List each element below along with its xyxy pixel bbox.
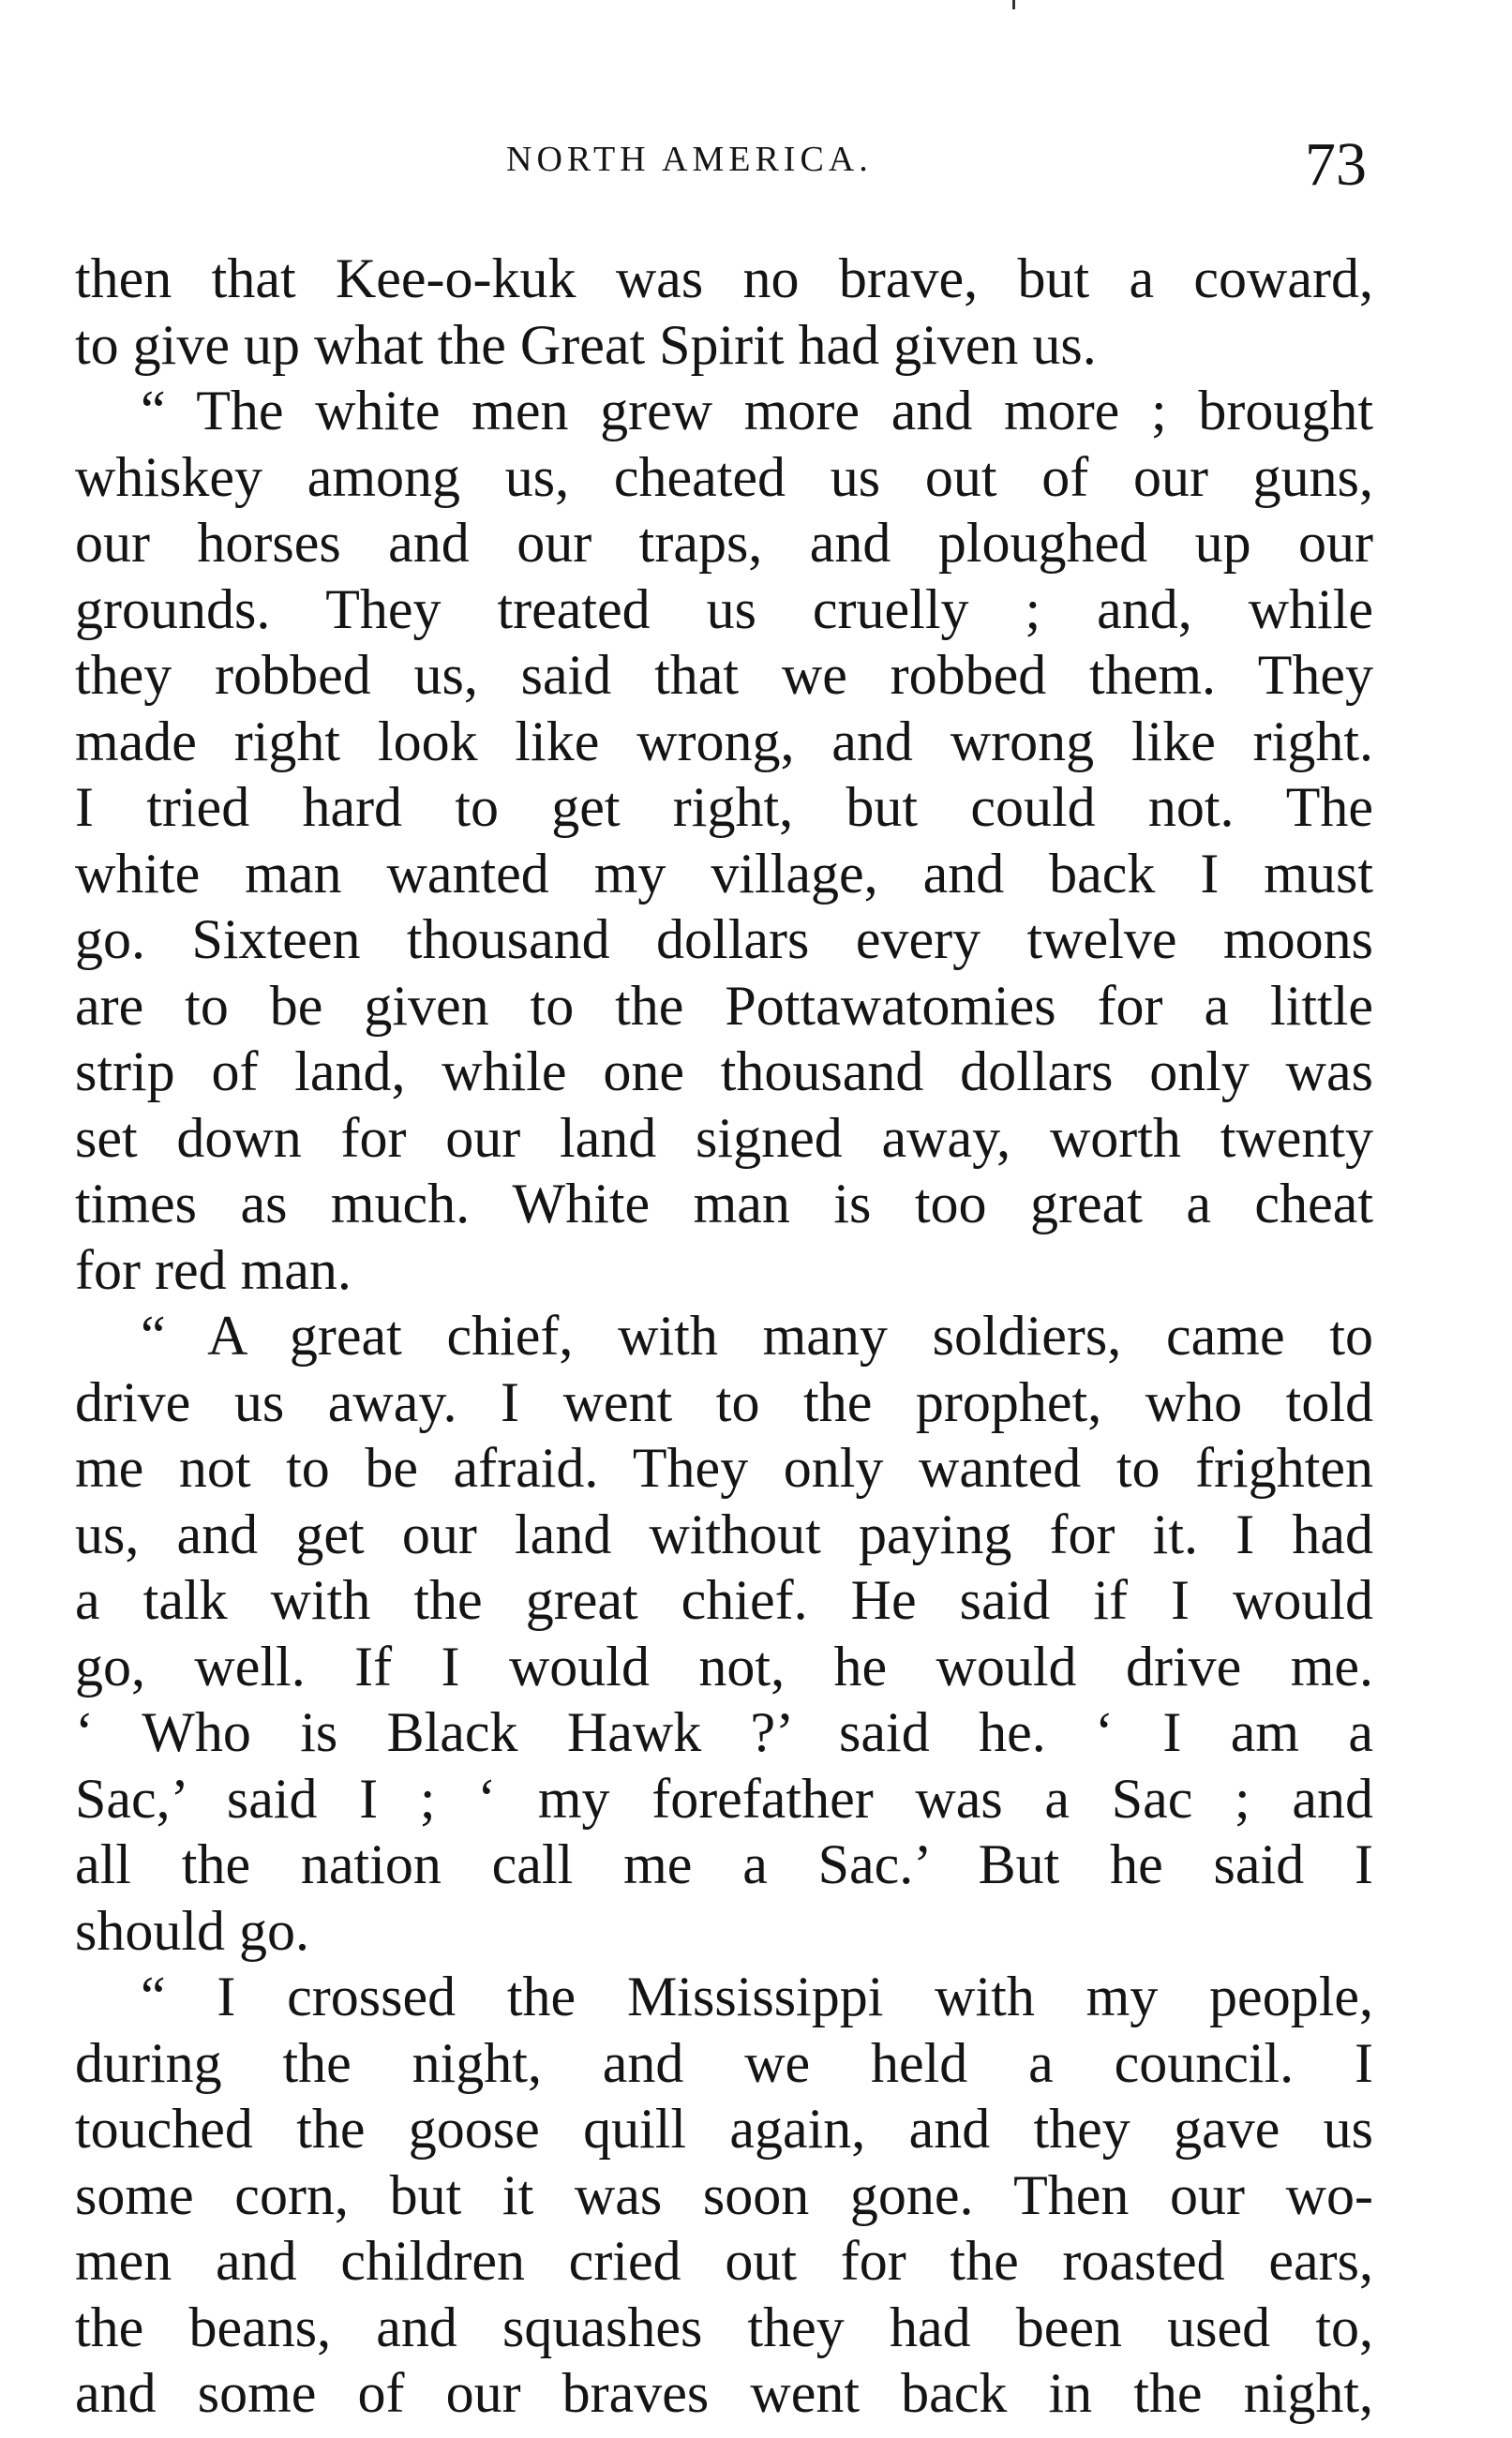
text-line: “ I crossed the Mississippi with my people, [141, 1966, 1373, 2027]
text-line: “ The white men grew more and more ; brought [141, 380, 1373, 441]
running-head [0, 129, 1512, 199]
text-line: I tried hard to get right, but could not. The [75, 776, 1373, 838]
text-line: drive us away. I went to the prophet, who told [75, 1370, 1373, 1433]
text-line: white man wanted my village, and back I must [75, 842, 1373, 905]
page-number: 73 [1305, 130, 1367, 199]
text-line: our horses and our traps, and ploughed up our [75, 512, 1373, 574]
text-line: ‘ Who is Black Hawk ?’ said he. ‘ I am a [75, 1701, 1373, 1763]
text-line: are to be given to the Pottawatomies for a little [75, 974, 1373, 1037]
print-mark [1012, 0, 1015, 9]
text-line: set down for our land signed away, worth twenty [75, 1106, 1373, 1169]
text-line: go, well. If I would not, he would drive me. [75, 1635, 1373, 1698]
text-line: made right look like wrong, and wrong like right. [75, 710, 1373, 772]
text-line: “ A great chief, with many soldiers, came to [141, 1305, 1373, 1367]
text-line: Sac,’ said I ; ‘ my forefather was a Sac ; and [75, 1767, 1373, 1830]
text-line: some corn, but it was soon gone. Then our wo- [75, 2163, 1373, 2226]
text-line: the beans, and squashes they had been used to, [75, 2296, 1373, 2358]
text-line: they robbed us, said that we robbed them. They [75, 644, 1373, 706]
text-line: whiskey among us, cheated us out of our guns, [75, 445, 1373, 508]
text-line: times as much. White man is too great a cheat [75, 1173, 1373, 1234]
text-line: me not to be afraid. They only wanted to frighten [75, 1437, 1373, 1499]
text-line: touched the goose quill again, and they gave us [75, 2098, 1373, 2160]
text-line: during the night, and we held a council. I [75, 2031, 1373, 2094]
text-line: then that Kee-o-kuk was no brave, but a coward, [75, 247, 1373, 309]
text-line: a talk with the great chief. He said if I would [75, 1569, 1373, 1631]
text-line: go. Sixteen thousand dollars every twelve moons [75, 908, 1373, 970]
running-head-title: NORTH AMERICA. [506, 140, 873, 179]
text-line: strip of land, while one thousand dollars only was [75, 1040, 1373, 1102]
text-line: and some of our braves went back in the night, [75, 2362, 1373, 2424]
text-line: all the nation call me a Sac.’ But he said I [75, 1833, 1373, 1895]
text-line: grounds. They treated us cruelly ; and, while [75, 577, 1373, 640]
text-line: men and children cried out for the roasted ears, [75, 2230, 1373, 2292]
text-line: should go. [75, 1899, 310, 1962]
body-text [75, 246, 1373, 2427]
text-line: us, and get our land without paying for it. I had [75, 1503, 1373, 1565]
text-line: to give up what the Great Spirit had given us. [75, 313, 1097, 376]
text-line: for red man. [75, 1238, 352, 1301]
